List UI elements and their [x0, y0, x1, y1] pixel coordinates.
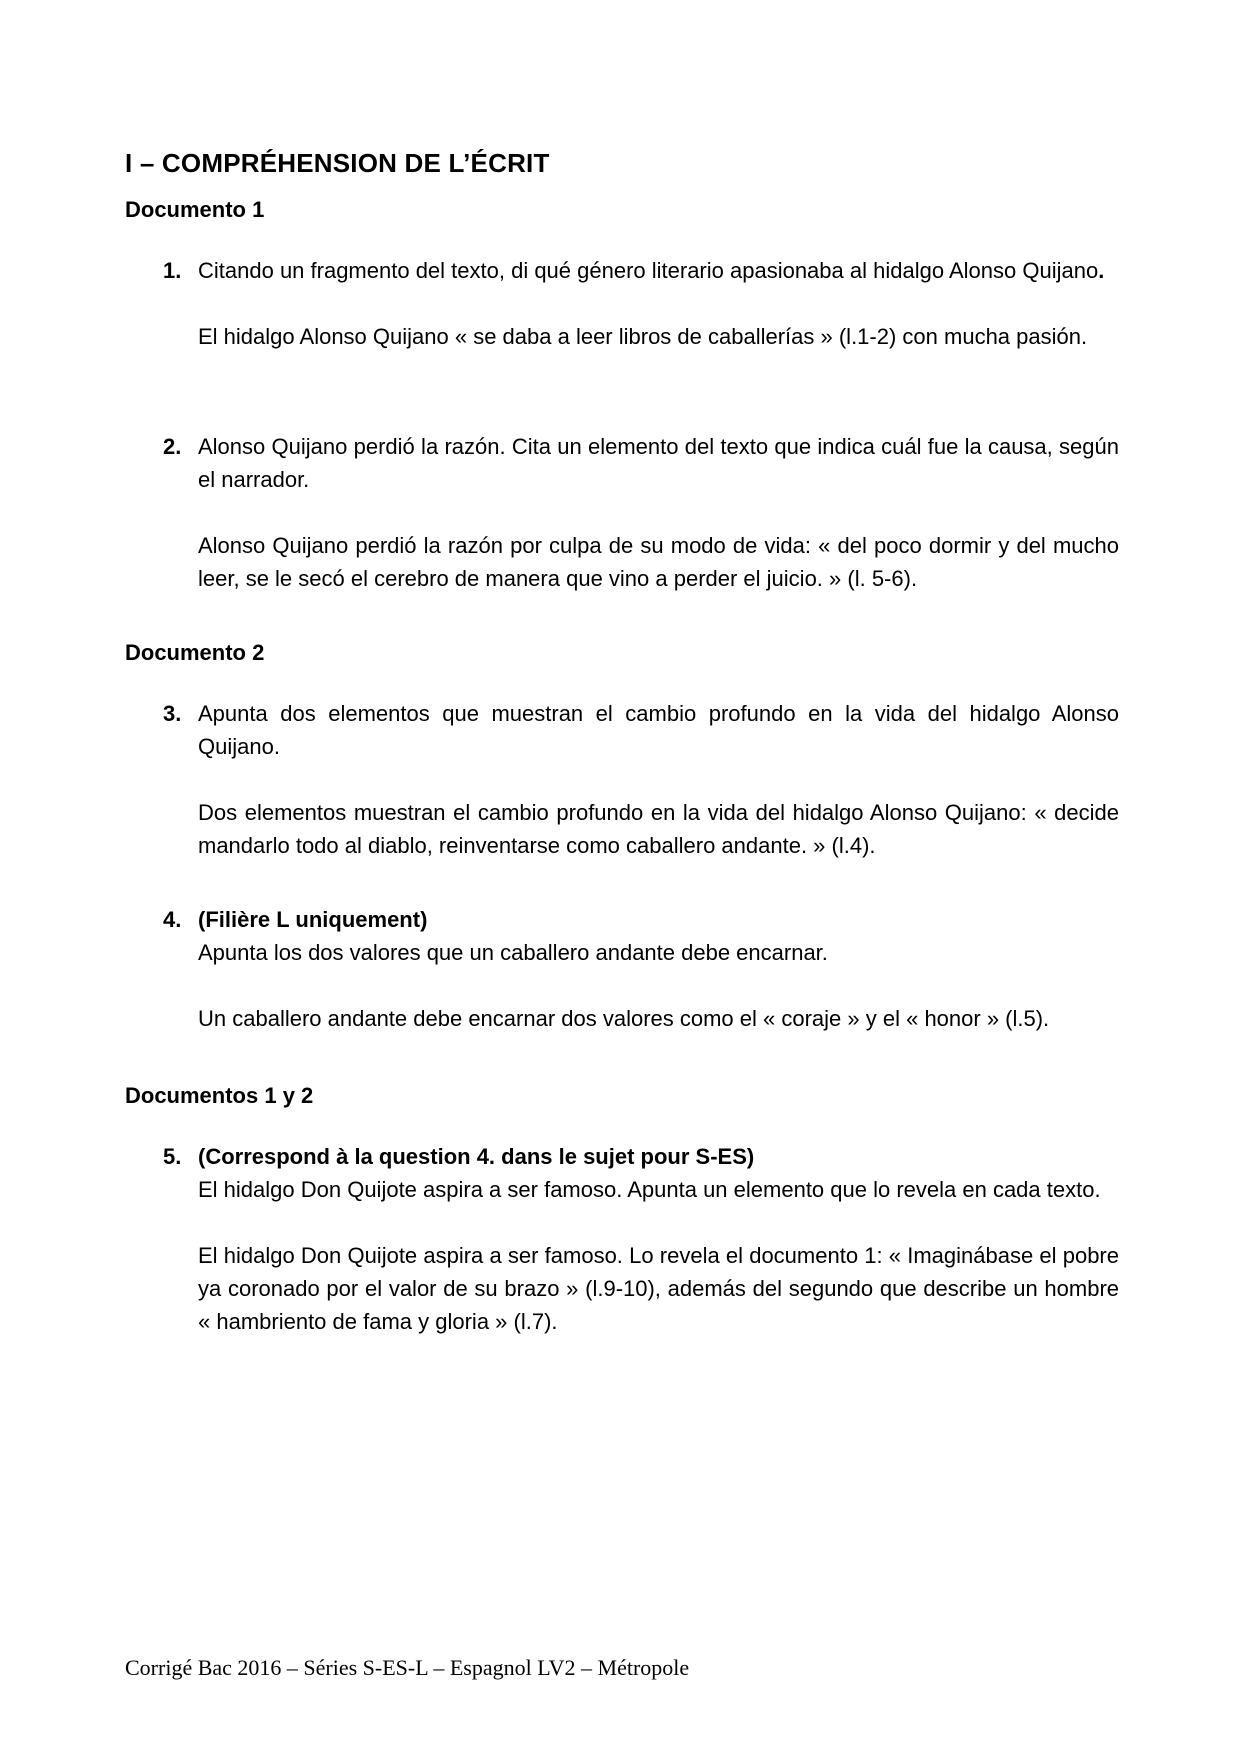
- question-text: El hidalgo Don Quijote aspira a ser famoso. Apunta un elemento que lo revela en cada texto.: [198, 1177, 1101, 1202]
- question-number: 2.: [163, 434, 182, 459]
- section-heading-documento-2: Documento 2: [125, 640, 265, 665]
- answer-text: Un caballero andante debe encarnar dos valores como el « coraje » y el « honor » (l.5).: [198, 1006, 1050, 1031]
- document-page: [125, 0, 1119, 1754]
- answer-text: Dos elementos muestran el cambio profundo en la vida del hidalgo Alonso Quijano: « decide mandarlo todo al diablo, reinventarse como caballero andante. » (l.4).: [198, 800, 1119, 858]
- page-title: I – COMPRÉHENSION DE L’ÉCRIT: [125, 148, 550, 178]
- question-text: Apunta los dos valores que un caballero andante debe encarnar.: [198, 940, 828, 965]
- question-note: (Correspond à la question 4. dans le sujet pour S-ES): [198, 1144, 755, 1169]
- question-4: [125, 903, 1119, 1035]
- question-1: [125, 254, 1119, 353]
- answer-text: El hidalgo Don Quijote aspira a ser famoso. Lo revela el documento 1: « Imaginábase el pobre ya coronado por el valor de su brazo » (l.9-10), además del segundo que describe un hombre « hambriento de fama y gloria » (l.7).: [198, 1243, 1119, 1334]
- question-text: Alonso Quijano perdió la razón. Cita un elemento del texto que indica cuál fue la causa, según el narrador.: [198, 434, 1119, 492]
- question-5: [125, 1140, 1119, 1338]
- section-heading-documento-1: Documento 1: [125, 197, 265, 222]
- question-3: [125, 697, 1119, 862]
- page-footer: Corrigé Bac 2016 – Séries S-ES-L – Espagnol LV2 – Métropole: [125, 1655, 690, 1680]
- question-text: Apunta dos elementos que muestran el cambio profundo en la vida del hidalgo Alonso Quijano.: [198, 701, 1119, 759]
- answer-text: Alonso Quijano perdió la razón por culpa de su modo de vida: « del poco dormir y del mucho leer, se le secó el cerebro de manera que vino a perder el juicio. » (l. 5-6).: [198, 533, 1119, 591]
- question-body: [198, 430, 1119, 595]
- question-text: Citando un fragmento del texto, di qué género literario apasionaba al hidalgo Alonso Quijano.: [198, 258, 1105, 283]
- section-heading-documentos-1-y-2: Documentos 1 y 2: [125, 1083, 314, 1108]
- question-body: [198, 1140, 1119, 1338]
- question-body: [198, 254, 1119, 353]
- question-number: 5.: [163, 1144, 182, 1169]
- question-number: 4.: [163, 907, 182, 932]
- question-body: [198, 903, 1119, 1035]
- answer-text: El hidalgo Alonso Quijano « se daba a leer libros de caballerías » (l.1-2) con mucha pasión.: [198, 324, 1088, 349]
- question-number: 3.: [163, 701, 182, 726]
- question-note: (Filière L uniquement): [198, 907, 428, 932]
- question-number: 1.: [163, 258, 182, 283]
- question-body: [198, 697, 1119, 862]
- question-2: [125, 430, 1119, 595]
